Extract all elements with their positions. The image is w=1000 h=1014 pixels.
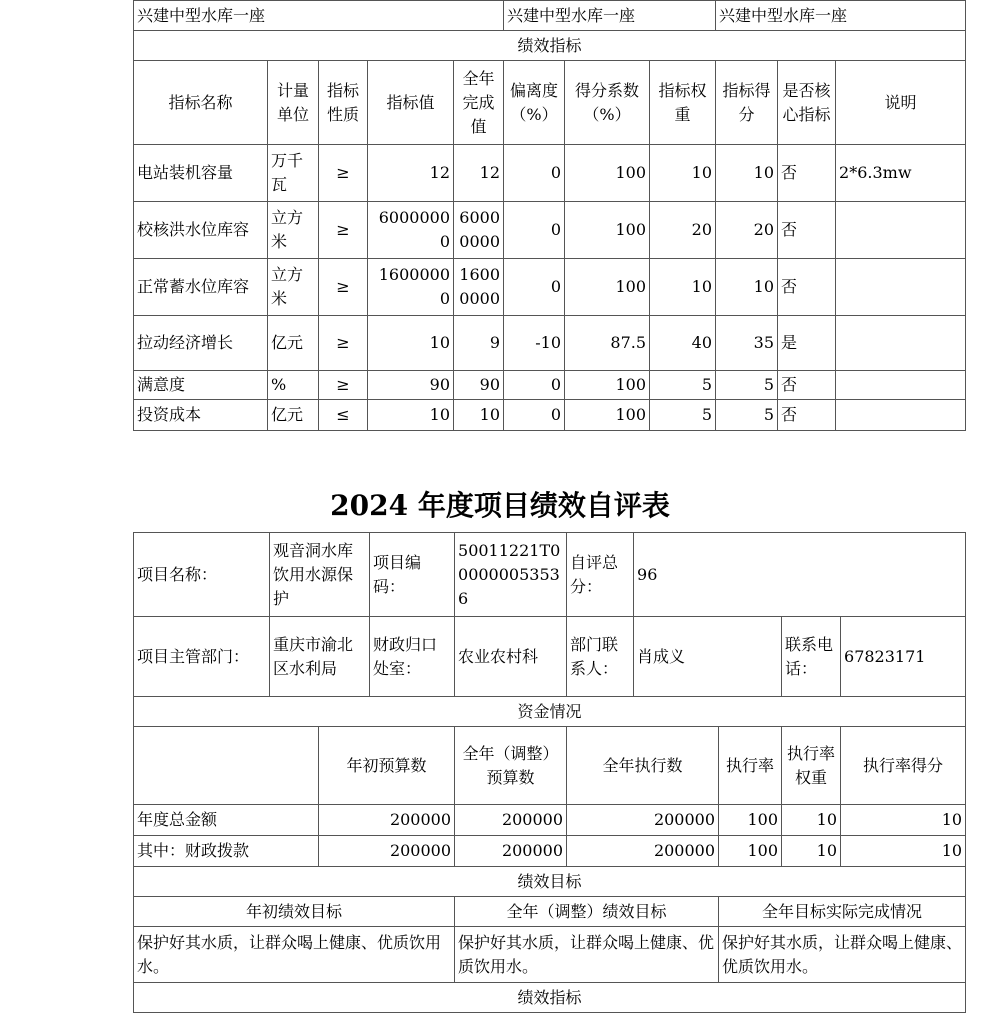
indicator-coefficient: 100 <box>565 202 650 259</box>
indicator-unit: 立方米 <box>268 202 319 259</box>
col-header: 指标名称 <box>134 61 268 145</box>
col-header: 年初预算数 <box>319 727 455 805</box>
indicator-done: 10 <box>454 400 504 431</box>
page-title: 2024 年度项目绩效自评表 <box>330 489 670 522</box>
section-label-funds: 资金情况 <box>134 697 966 727</box>
col-header: 执行率 <box>719 727 782 805</box>
contact-label: 部门联系人： <box>567 617 634 697</box>
indicator-nature: ≥ <box>319 259 368 316</box>
funds-adjusted: 200000 <box>455 836 567 867</box>
indicator-deviation: 0 <box>504 259 565 316</box>
table-row <box>134 145 966 202</box>
contact: 肖成义 <box>634 617 782 697</box>
indicator-unit: 立方米 <box>268 259 319 316</box>
indicator-nature: ≥ <box>319 202 368 259</box>
col-header: 得分系数（%） <box>565 61 650 145</box>
col-header: 指标性质 <box>319 61 368 145</box>
funds-score: 10 <box>841 805 966 836</box>
indicator-deviation: -10 <box>504 316 565 371</box>
goal-cell-3: 兴建中型水库一座 <box>716 1 966 31</box>
indicator-score: 35 <box>716 316 778 371</box>
office-label: 财政归口处室： <box>370 617 455 697</box>
indicator-coefficient: 87.5 <box>565 316 650 371</box>
col-header: 全年执行数 <box>567 727 719 805</box>
phone-label: 联系电话： <box>782 617 841 697</box>
indicator-value: 10 <box>368 316 454 371</box>
col-header: 执行率权重 <box>782 727 841 805</box>
table-row <box>134 316 966 371</box>
col-header: 全年目标实际完成情况 <box>719 897 966 927</box>
indicator-core: 否 <box>778 400 836 431</box>
indicator-value: 60000000 <box>368 202 454 259</box>
indicator-score: 5 <box>716 400 778 431</box>
self-score: 96 <box>634 533 966 617</box>
section-label-indicators: 绩效指标 <box>134 31 966 61</box>
funds-adjusted: 200000 <box>455 805 567 836</box>
col-header: 计量单位 <box>268 61 319 145</box>
col-header: 说明 <box>836 61 966 145</box>
table-row <box>134 202 966 259</box>
col-header: 执行率得分 <box>841 727 966 805</box>
funds-executed: 200000 <box>567 836 719 867</box>
indicator-weight: 5 <box>650 371 716 400</box>
indicator-weight: 20 <box>650 202 716 259</box>
indicator-done: 16000000 <box>454 259 504 316</box>
indicator-core: 否 <box>778 145 836 202</box>
indicator-name: 拉动经济增长 <box>134 316 268 371</box>
indicator-coefficient: 100 <box>565 400 650 431</box>
indicator-value: 16000000 <box>368 259 454 316</box>
indicator-nature: ≥ <box>319 316 368 371</box>
section-label-indicators: 绩效指标 <box>134 983 966 1013</box>
top-indicator-table <box>133 0 966 431</box>
indicator-core: 是 <box>778 316 836 371</box>
indicator-value: 12 <box>368 145 454 202</box>
section-label-goals: 绩效目标 <box>134 867 966 897</box>
dept-label: 项目主管部门： <box>134 617 270 697</box>
indicator-score: 5 <box>716 371 778 400</box>
indicator-value: 10 <box>368 400 454 431</box>
col-header: 指标值 <box>368 61 454 145</box>
indicator-unit: 亿元 <box>268 400 319 431</box>
funds-initial: 200000 <box>319 836 455 867</box>
col-header: 指标得分 <box>716 61 778 145</box>
funds-rate: 100 <box>719 836 782 867</box>
funds-initial: 200000 <box>319 805 455 836</box>
indicator-core: 否 <box>778 371 836 400</box>
indicator-note <box>836 316 966 371</box>
funds-row-label: 年度总金额 <box>134 805 319 836</box>
indicator-name: 正常蓄水位库容 <box>134 259 268 316</box>
indicator-unit: 万千瓦 <box>268 145 319 202</box>
indicator-note: 2*6.3mw <box>836 145 966 202</box>
table-row <box>134 400 966 431</box>
goal-cell-2: 兴建中型水库一座 <box>504 1 716 31</box>
funds-weight: 10 <box>782 805 841 836</box>
indicator-done: 90 <box>454 371 504 400</box>
indicator-core: 否 <box>778 202 836 259</box>
indicator-note <box>836 202 966 259</box>
indicator-deviation: 0 <box>504 371 565 400</box>
project-code-label: 项目编码： <box>370 533 455 617</box>
indicator-core: 否 <box>778 259 836 316</box>
table-row <box>134 805 966 836</box>
funds-executed: 200000 <box>567 805 719 836</box>
table-row <box>134 836 966 867</box>
col-header: 是否核心指标 <box>778 61 836 145</box>
goal-adjusted: 保护好其水质，让群众喝上健康、优质饮用水。 <box>455 927 719 983</box>
indicator-weight: 10 <box>650 259 716 316</box>
indicator-name: 投资成本 <box>134 400 268 431</box>
indicator-deviation: 0 <box>504 202 565 259</box>
col-header: 指标权重 <box>650 61 716 145</box>
funds-score: 10 <box>841 836 966 867</box>
indicator-deviation: 0 <box>504 400 565 431</box>
indicator-weight: 40 <box>650 316 716 371</box>
indicator-weight: 5 <box>650 400 716 431</box>
indicator-name: 电站装机容量 <box>134 145 268 202</box>
col-header: 偏离度（%） <box>504 61 565 145</box>
indicator-score: 10 <box>716 259 778 316</box>
funds-weight: 10 <box>782 836 841 867</box>
dept: 重庆市渝北区水利局 <box>270 617 370 697</box>
indicator-nature: ≥ <box>319 371 368 400</box>
indicator-score: 10 <box>716 145 778 202</box>
col-header: 全年完成值 <box>454 61 504 145</box>
goal-actual: 保护好其水质，让群众喝上健康、优质饮用水。 <box>719 927 966 983</box>
indicator-coefficient: 100 <box>565 259 650 316</box>
indicator-name: 校核洪水位库容 <box>134 202 268 259</box>
indicator-value: 90 <box>368 371 454 400</box>
table-row <box>134 371 966 400</box>
col-header: 年初绩效目标 <box>134 897 455 927</box>
indicator-weight: 10 <box>650 145 716 202</box>
project-name: 观音洞水库饮用水源保护 <box>270 533 370 617</box>
office: 农业农村科 <box>455 617 567 697</box>
indicator-done: 12 <box>454 145 504 202</box>
funds-rate: 100 <box>719 805 782 836</box>
indicator-unit: % <box>268 371 319 400</box>
indicator-note <box>836 259 966 316</box>
funds-corner <box>134 727 319 805</box>
indicator-name: 满意度 <box>134 371 268 400</box>
self-score-label: 自评总分： <box>567 533 634 617</box>
goal-cell-1: 兴建中型水库一座 <box>134 1 504 31</box>
phone: 67823171 <box>841 617 966 697</box>
indicator-note <box>836 400 966 431</box>
project-code: 50011221T000000053536 <box>455 533 567 617</box>
col-header: 全年（调整）绩效目标 <box>455 897 719 927</box>
table-row <box>134 259 966 316</box>
funds-row-label: 其中：财政拨款 <box>134 836 319 867</box>
indicator-deviation: 0 <box>504 145 565 202</box>
indicator-done: 60000000 <box>454 202 504 259</box>
indicator-note <box>836 371 966 400</box>
col-header: 全年（调整）预算数 <box>455 727 567 805</box>
indicator-unit: 亿元 <box>268 316 319 371</box>
indicator-coefficient: 100 <box>565 145 650 202</box>
indicator-done: 9 <box>454 316 504 371</box>
goal-initial: 保护好其水质，让群众喝上健康、优质饮用水。 <box>134 927 455 983</box>
indicator-coefficient: 100 <box>565 371 650 400</box>
indicator-nature: ≥ <box>319 145 368 202</box>
project-name-label: 项目名称： <box>134 533 270 617</box>
indicator-nature: ≤ <box>319 400 368 431</box>
self-evaluation-table <box>133 532 966 1013</box>
indicator-score: 20 <box>716 202 778 259</box>
